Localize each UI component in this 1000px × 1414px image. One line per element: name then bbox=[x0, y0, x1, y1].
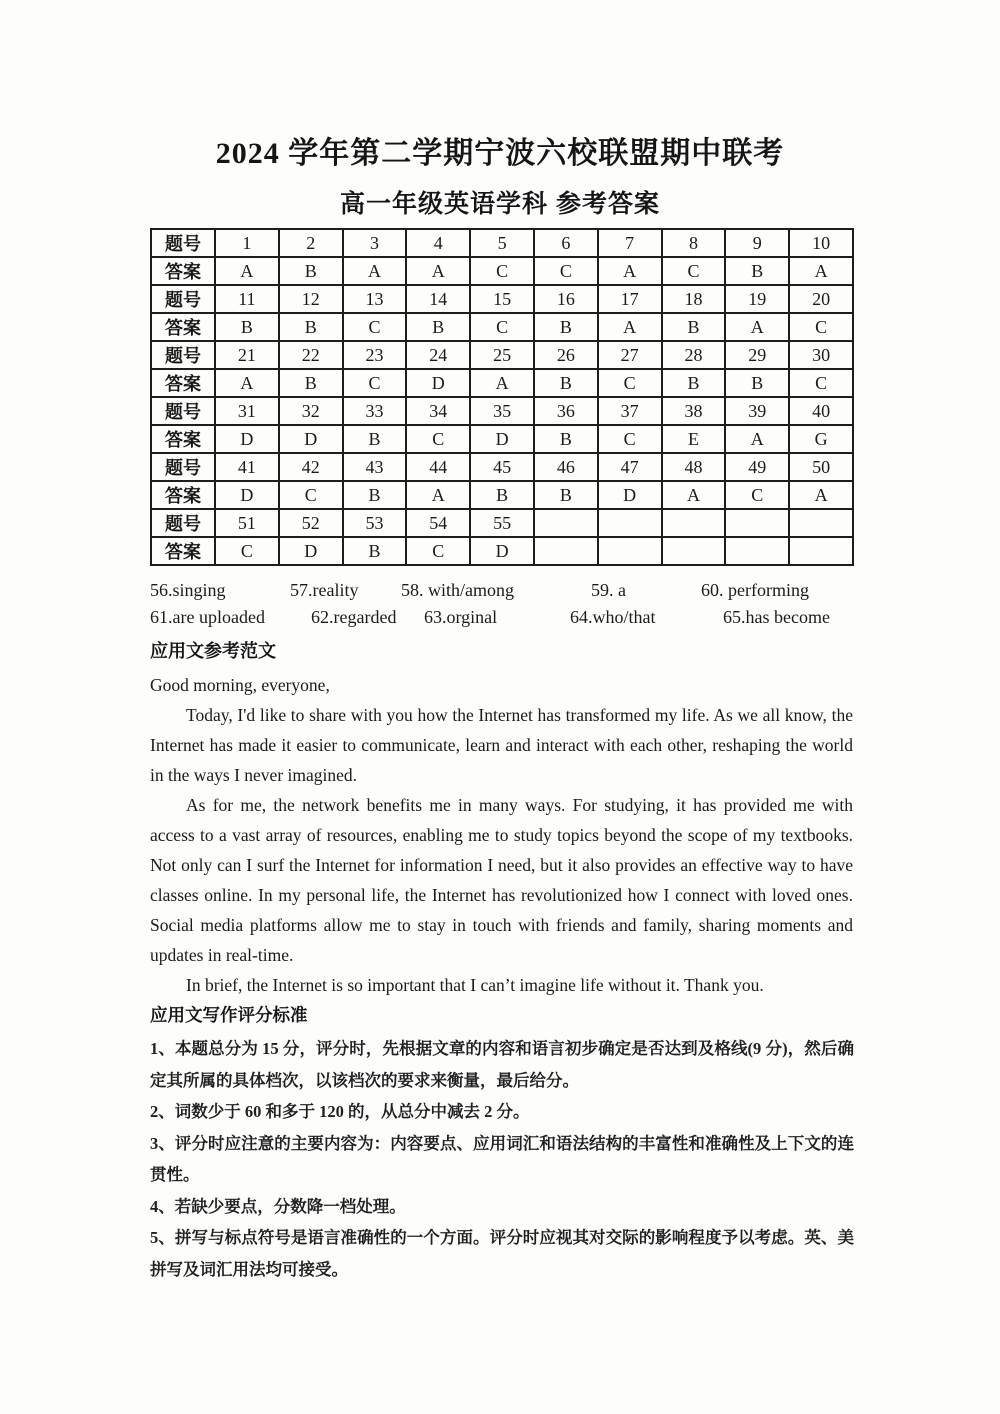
question-number-cell: 35 bbox=[470, 397, 534, 425]
grading-item: 2、词数少于 60 和多于 120 的，从总分中减去 2 分。 bbox=[150, 1102, 530, 1121]
fill-in-answers bbox=[150, 580, 856, 634]
question-number-cell: 42 bbox=[279, 453, 343, 481]
answer-cell: C bbox=[662, 257, 726, 285]
answer-row bbox=[151, 369, 853, 397]
answer-cell: B bbox=[215, 313, 279, 341]
answer-cell: B bbox=[279, 313, 343, 341]
answer-cell: B bbox=[343, 537, 407, 565]
essay-paragraph: Good morning, everyone, bbox=[150, 675, 330, 695]
question-number-cell: 6 bbox=[534, 229, 598, 257]
essay-paragraph: In brief, the Internet is so important that I can’t imagine life without it. Thank you. bbox=[186, 975, 764, 995]
row-header-answer: 答案 bbox=[151, 537, 215, 565]
answer-cell: D bbox=[279, 425, 343, 453]
row-header-question: 题号 bbox=[151, 453, 215, 481]
answer-row bbox=[151, 537, 853, 565]
question-number-cell bbox=[598, 509, 662, 537]
answer-cell: C bbox=[343, 369, 407, 397]
row-header-question: 题号 bbox=[151, 509, 215, 537]
fill-in-answer: 59. a bbox=[591, 580, 626, 600]
row-header-question: 题号 bbox=[151, 285, 215, 313]
answer-cell: B bbox=[725, 257, 789, 285]
essay-heading: 应用文参考范文 bbox=[150, 641, 276, 661]
question-number-row bbox=[151, 285, 853, 313]
row-header-question: 题号 bbox=[151, 341, 215, 369]
row-header-answer: 答案 bbox=[151, 481, 215, 509]
answer-cell: A bbox=[343, 257, 407, 285]
answer-row bbox=[151, 481, 853, 509]
question-number-cell: 23 bbox=[343, 341, 407, 369]
fill-in-answer: 63.orginal bbox=[424, 607, 498, 627]
answer-cell: D bbox=[470, 425, 534, 453]
question-number-cell: 9 bbox=[725, 229, 789, 257]
answer-cell: C bbox=[598, 369, 662, 397]
question-number-row bbox=[151, 229, 853, 257]
fill-in-answer: 60. performing bbox=[701, 580, 809, 600]
answer-cell: A bbox=[789, 481, 853, 509]
answer-cell: B bbox=[662, 369, 726, 397]
fill-in-answer: 56.singing bbox=[150, 580, 226, 600]
answer-cell: C bbox=[534, 257, 598, 285]
question-number-cell: 31 bbox=[215, 397, 279, 425]
fill-in-answer: 58. with/among bbox=[401, 580, 514, 600]
essay-paragraph: Today, I'd like to share with you how the Internet has transformed my life. As we all know, the Internet has made it easier to communicate, learn and interact with each other, reshaping the world in the ways I never imagined. bbox=[150, 705, 853, 785]
question-number-cell bbox=[789, 509, 853, 537]
question-number-cell: 37 bbox=[598, 397, 662, 425]
question-number-cell bbox=[662, 509, 726, 537]
question-number-row bbox=[151, 341, 853, 369]
answer-cell: B bbox=[343, 425, 407, 453]
answer-cell: D bbox=[598, 481, 662, 509]
answer-row bbox=[151, 425, 853, 453]
question-number-cell: 26 bbox=[534, 341, 598, 369]
question-number-cell: 55 bbox=[470, 509, 534, 537]
question-number-cell: 11 bbox=[215, 285, 279, 313]
fill-in-line-2 bbox=[150, 607, 856, 634]
answer-cell: C bbox=[470, 313, 534, 341]
answer-cell: A bbox=[598, 313, 662, 341]
answer-cell: A bbox=[470, 369, 534, 397]
essay-paragraph: As for me, the network benefits me in many ways. For studying, it has provided me with access to a vast array of resources, enabling me to study topics beyond the scope of my textbooks. Not only can I surf the Internet for information I need, but it also provides an effective way to have classes online. In my personal life, the Internet has revolutionized how I connect with loved ones. Social media platforms allow me to stay in touch with friends and family, sharing moments and updates in real-time. bbox=[150, 795, 853, 965]
answer-cell: C bbox=[406, 537, 470, 565]
question-number-row bbox=[151, 509, 853, 537]
essay-body bbox=[150, 670, 853, 1000]
question-number-cell: 10 bbox=[789, 229, 853, 257]
answer-cell: D bbox=[215, 481, 279, 509]
question-number-cell: 30 bbox=[789, 341, 853, 369]
answer-cell: A bbox=[406, 481, 470, 509]
question-number-cell: 54 bbox=[406, 509, 470, 537]
answer-cell: B bbox=[406, 313, 470, 341]
question-number-cell: 51 bbox=[215, 509, 279, 537]
question-number-cell: 41 bbox=[215, 453, 279, 481]
question-number-cell: 49 bbox=[725, 453, 789, 481]
answer-cell bbox=[598, 537, 662, 565]
answer-cell: A bbox=[725, 313, 789, 341]
question-number-cell: 24 bbox=[406, 341, 470, 369]
question-number-cell: 13 bbox=[343, 285, 407, 313]
answer-table-body bbox=[151, 229, 853, 565]
answer-cell: A bbox=[725, 425, 789, 453]
answer-cell: C bbox=[215, 537, 279, 565]
question-number-cell: 48 bbox=[662, 453, 726, 481]
question-number-cell: 15 bbox=[470, 285, 534, 313]
answer-cell bbox=[534, 537, 598, 565]
fill-in-answer: 62.regarded bbox=[311, 607, 397, 627]
grading-section bbox=[150, 1000, 854, 1285]
grading-item: 1、本题总分为 15 分，评分时，先根据文章的内容和语言初步确定是否达到及格线(9 分)，然后确定其所属的具体档次，以该档次的要求来衡量，最后给分。 bbox=[150, 1039, 854, 1090]
essay-section bbox=[150, 638, 853, 1000]
question-number-cell: 18 bbox=[662, 285, 726, 313]
question-number-cell: 50 bbox=[789, 453, 853, 481]
question-number-cell: 22 bbox=[279, 341, 343, 369]
fill-in-answer: 57.reality bbox=[290, 580, 359, 600]
question-number-cell: 3 bbox=[343, 229, 407, 257]
question-number-row bbox=[151, 453, 853, 481]
question-number-cell: 40 bbox=[789, 397, 853, 425]
question-number-cell: 47 bbox=[598, 453, 662, 481]
question-number-cell: 33 bbox=[343, 397, 407, 425]
question-number-cell: 7 bbox=[598, 229, 662, 257]
answer-cell: D bbox=[470, 537, 534, 565]
question-number-cell bbox=[534, 509, 598, 537]
answer-cell: G bbox=[789, 425, 853, 453]
answer-cell: A bbox=[215, 257, 279, 285]
question-number-cell: 16 bbox=[534, 285, 598, 313]
question-number-cell: 2 bbox=[279, 229, 343, 257]
answer-cell: B bbox=[534, 369, 598, 397]
answer-cell: A bbox=[789, 257, 853, 285]
answer-cell: C bbox=[598, 425, 662, 453]
question-number-cell: 25 bbox=[470, 341, 534, 369]
question-number-cell: 8 bbox=[662, 229, 726, 257]
answer-cell: C bbox=[279, 481, 343, 509]
row-header-answer: 答案 bbox=[151, 257, 215, 285]
question-number-cell: 52 bbox=[279, 509, 343, 537]
question-number-cell: 39 bbox=[725, 397, 789, 425]
grading-item: 5、拼写与标点符号是语言准确性的一个方面。评分时应视其对交际的影响程度予以考虑。英、美拼写及词汇用法均可接受。 bbox=[150, 1228, 854, 1279]
answer-cell: B bbox=[470, 481, 534, 509]
question-number-cell: 17 bbox=[598, 285, 662, 313]
answer-cell bbox=[662, 537, 726, 565]
question-number-cell: 14 bbox=[406, 285, 470, 313]
question-number-cell: 12 bbox=[279, 285, 343, 313]
answer-row bbox=[151, 257, 853, 285]
question-number-cell: 28 bbox=[662, 341, 726, 369]
answer-cell: A bbox=[598, 257, 662, 285]
answer-cell: C bbox=[725, 481, 789, 509]
question-number-cell: 21 bbox=[215, 341, 279, 369]
answer-row bbox=[151, 313, 853, 341]
answer-cell: B bbox=[725, 369, 789, 397]
question-number-cell: 4 bbox=[406, 229, 470, 257]
answer-cell: B bbox=[534, 425, 598, 453]
question-number-cell: 53 bbox=[343, 509, 407, 537]
row-header-answer: 答案 bbox=[151, 313, 215, 341]
answer-cell: A bbox=[662, 481, 726, 509]
grading-heading: 应用文写作评分标准 bbox=[150, 1005, 308, 1025]
grading-item: 4、若缺少要点，分数降一档处理。 bbox=[150, 1196, 406, 1216]
row-header-question: 题号 bbox=[151, 229, 215, 257]
grading-items bbox=[150, 1033, 854, 1285]
answer-cell: B bbox=[534, 313, 598, 341]
answer-cell: B bbox=[279, 369, 343, 397]
answer-cell: D bbox=[406, 369, 470, 397]
answer-cell: A bbox=[215, 369, 279, 397]
question-number-row bbox=[151, 397, 853, 425]
answer-cell: C bbox=[343, 313, 407, 341]
question-number-cell: 45 bbox=[470, 453, 534, 481]
fill-in-answer: 65.has become bbox=[723, 607, 830, 627]
answer-cell bbox=[789, 537, 853, 565]
answer-cell: B bbox=[534, 481, 598, 509]
question-number-cell: 44 bbox=[406, 453, 470, 481]
page-subtitle: 高一年级英语学科 参考答案 bbox=[340, 190, 660, 218]
question-number-cell bbox=[725, 509, 789, 537]
answer-table bbox=[150, 228, 854, 566]
question-number-cell: 5 bbox=[470, 229, 534, 257]
question-number-cell: 20 bbox=[789, 285, 853, 313]
answer-cell: C bbox=[789, 369, 853, 397]
answer-cell bbox=[725, 537, 789, 565]
question-number-cell: 29 bbox=[725, 341, 789, 369]
answer-cell: E bbox=[662, 425, 726, 453]
question-number-cell: 1 bbox=[215, 229, 279, 257]
question-number-cell: 43 bbox=[343, 453, 407, 481]
answer-cell: B bbox=[279, 257, 343, 285]
fill-in-answer: 61.are uploaded bbox=[150, 607, 265, 627]
page-title: 2024 学年第二学期宁波六校联盟期中联考 bbox=[215, 137, 785, 170]
row-header-question: 题号 bbox=[151, 397, 215, 425]
question-number-cell: 38 bbox=[662, 397, 726, 425]
answer-cell: C bbox=[470, 257, 534, 285]
row-header-answer: 答案 bbox=[151, 425, 215, 453]
question-number-cell: 34 bbox=[406, 397, 470, 425]
fill-in-answer: 64.who/that bbox=[570, 607, 656, 627]
question-number-cell: 27 bbox=[598, 341, 662, 369]
answer-cell: D bbox=[279, 537, 343, 565]
question-number-cell: 36 bbox=[534, 397, 598, 425]
grading-item: 3、评分时应注意的主要内容为：内容要点、应用词汇和语法结构的丰富性和准确性及上下文的连贯性。 bbox=[150, 1133, 854, 1184]
fill-in-line-1 bbox=[150, 580, 856, 607]
answer-cell: C bbox=[406, 425, 470, 453]
answer-cell: C bbox=[789, 313, 853, 341]
answer-cell: B bbox=[343, 481, 407, 509]
answer-cell: A bbox=[406, 257, 470, 285]
question-number-cell: 32 bbox=[279, 397, 343, 425]
answer-cell: B bbox=[662, 313, 726, 341]
answer-cell: D bbox=[215, 425, 279, 453]
question-number-cell: 19 bbox=[725, 285, 789, 313]
question-number-cell: 46 bbox=[534, 453, 598, 481]
row-header-answer: 答案 bbox=[151, 369, 215, 397]
